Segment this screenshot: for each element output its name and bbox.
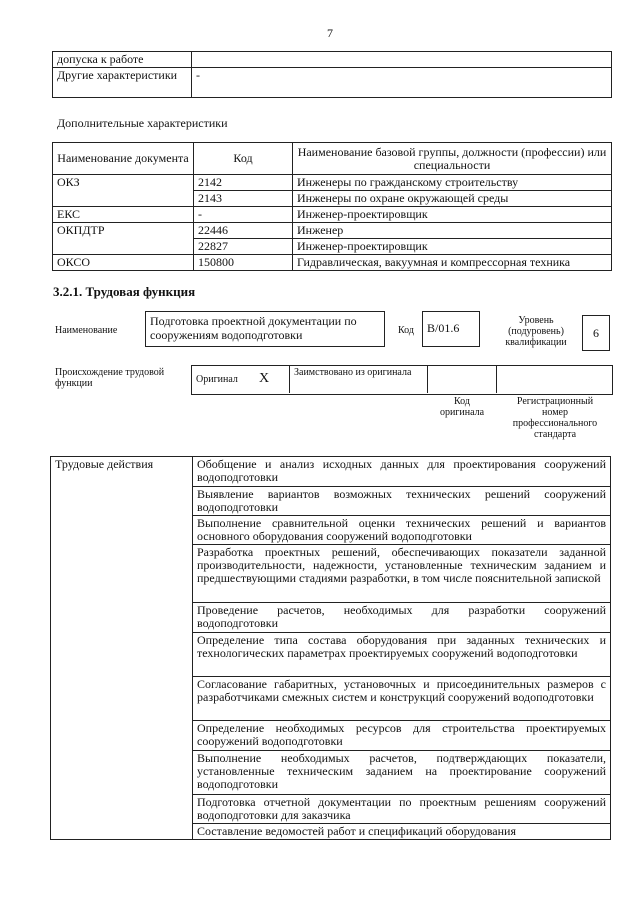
row-code: 22446 (194, 223, 293, 239)
header-code: Код (194, 143, 293, 175)
action-item: Выявление вариантов возможных технических решений сооружений водоподготовки (193, 487, 611, 516)
additional-table (52, 142, 612, 271)
reg-number-caption: Регистрационный номер профессионального стандарта (512, 396, 598, 440)
top-table-row1: допуска к работе (53, 52, 192, 68)
row-name: Инженер-проектировщик (293, 239, 612, 255)
name-label: Наименование (55, 325, 118, 336)
original-label: Оригинал (196, 374, 238, 385)
row-doc: ЕКС (53, 207, 194, 223)
borrowed-label: Заимствовано из оригинала (294, 367, 412, 378)
additional-title: Дополнительные характеристики (57, 116, 228, 130)
row-code: 150800 (194, 255, 293, 271)
row-doc: ОКСО (53, 255, 194, 271)
top-table (52, 51, 612, 98)
row-name: Инженеры по гражданскому строительству (293, 175, 612, 191)
level-label: Уровень (подуровень) квалификации (505, 315, 567, 348)
page-number: 7 (327, 26, 333, 40)
table-row (53, 255, 612, 271)
action-item: Определение необходимых ресурсов для строительства проектируемых сооружений водоподготовки (193, 721, 611, 751)
action-item: Составление ведомостей работ и спецификаций оборудования (193, 824, 611, 840)
code-original-caption: Код оригинала (439, 396, 485, 418)
table-row (53, 223, 612, 239)
action-item: Разработка проектных решений, обеспечивающих показатели заданной производительности, надежности, установленные техническим заданием и предшествующими стадиями разработки, в том числе пояснительной запиской (193, 545, 611, 603)
section-title: 3.2.1. Трудовая функция (53, 284, 196, 299)
action-item: Согласование габаритных, установочных и присоединительных размеров с разработчиками смежных систем и конструкций сооружений водоподготовки (193, 677, 611, 721)
actions-table (50, 456, 611, 840)
row-name: Инженеры по охране окружающей среды (293, 191, 612, 207)
action-item: Обобщение и анализ исходных данных для проектирования сооружений водоподготовки (193, 457, 611, 487)
row-code: 2142 (194, 175, 293, 191)
action-item: Выполнение необходимых расчетов, подтверждающих показатели, установленные техническим заданием на проектирование сооружений водоподготовки (193, 751, 611, 795)
header-name: Наименование базовой группы, должности (профессии) или специальности (293, 143, 612, 175)
row-code: 22827 (194, 239, 293, 255)
origin-label: Происхождение трудовой функции (55, 367, 165, 389)
row-doc: ОКЗ (53, 175, 194, 207)
function-name-value: Подготовка проектной документации по сооружениям водоподготовки (145, 311, 385, 347)
row-name: Инженер (293, 223, 612, 239)
action-item: Проведение расчетов, необходимых для разработки сооружений водоподготовки (193, 603, 611, 633)
table-row (53, 207, 612, 223)
row-code: 2143 (194, 191, 293, 207)
action-item: Выполнение сравнительной оценки технических решений и вариантов основного оборудования сооружений водоподготовки (193, 516, 611, 545)
original-mark: X (259, 371, 270, 386)
actions-label: Трудовые действия (51, 457, 193, 840)
function-code-value: B/01.6 (422, 311, 480, 347)
row-name: Гидравлическая, вакуумная и компрессорная техника (293, 255, 612, 271)
header-document: Наименование документа (53, 143, 194, 175)
other-characteristics-label: Другие характеристики (53, 68, 192, 98)
table-row (53, 175, 612, 191)
action-item: Подготовка отчетной документации по проектным решениям сооружений водоподготовки для заказчика (193, 795, 611, 824)
level-value: 6 (582, 315, 610, 351)
code-label: Код (398, 325, 414, 336)
row-code: - (194, 207, 293, 223)
row-doc: ОКПДТР (53, 223, 194, 255)
other-characteristics-value: - (192, 68, 612, 98)
row-name: Инженер-проектировщик (293, 207, 612, 223)
action-item: Определение типа состава оборудования при заданных технических и технологических параметрах проектируемых сооружений водоподготовки (193, 633, 611, 677)
